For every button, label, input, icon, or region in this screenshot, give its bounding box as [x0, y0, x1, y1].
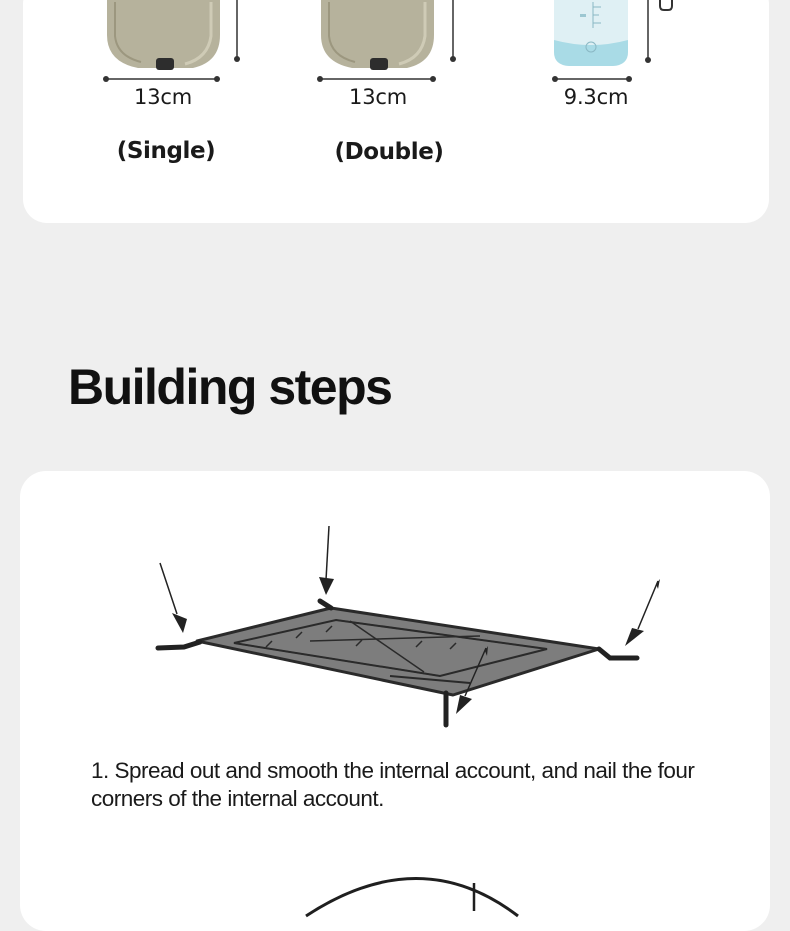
step-card — [20, 471, 770, 931]
size-comparison-illustration — [23, 0, 769, 223]
double-width-label: 13cm — [349, 85, 407, 109]
single-stuff-sack-image — [107, 0, 220, 70]
bottle-width-label: 9.3cm — [563, 85, 629, 109]
section-title: Building steps — [68, 359, 392, 415]
size-comparison-card — [23, 0, 769, 223]
step-1-text: 1. Spread out and smooth the internal account, and nail the four corners of the internal account. — [91, 758, 695, 811]
single-variant-label: (Single) — [116, 138, 216, 164]
water-bottle-image — [554, 0, 628, 66]
double-variant-label: (Double) — [334, 139, 444, 165]
step-2-illustration-peek — [306, 879, 518, 917]
single-width-label: 13cm — [134, 85, 192, 109]
inner-tent-floor — [197, 608, 599, 695]
double-stuff-sack-image — [321, 0, 434, 70]
step-1-illustration — [20, 471, 770, 931]
